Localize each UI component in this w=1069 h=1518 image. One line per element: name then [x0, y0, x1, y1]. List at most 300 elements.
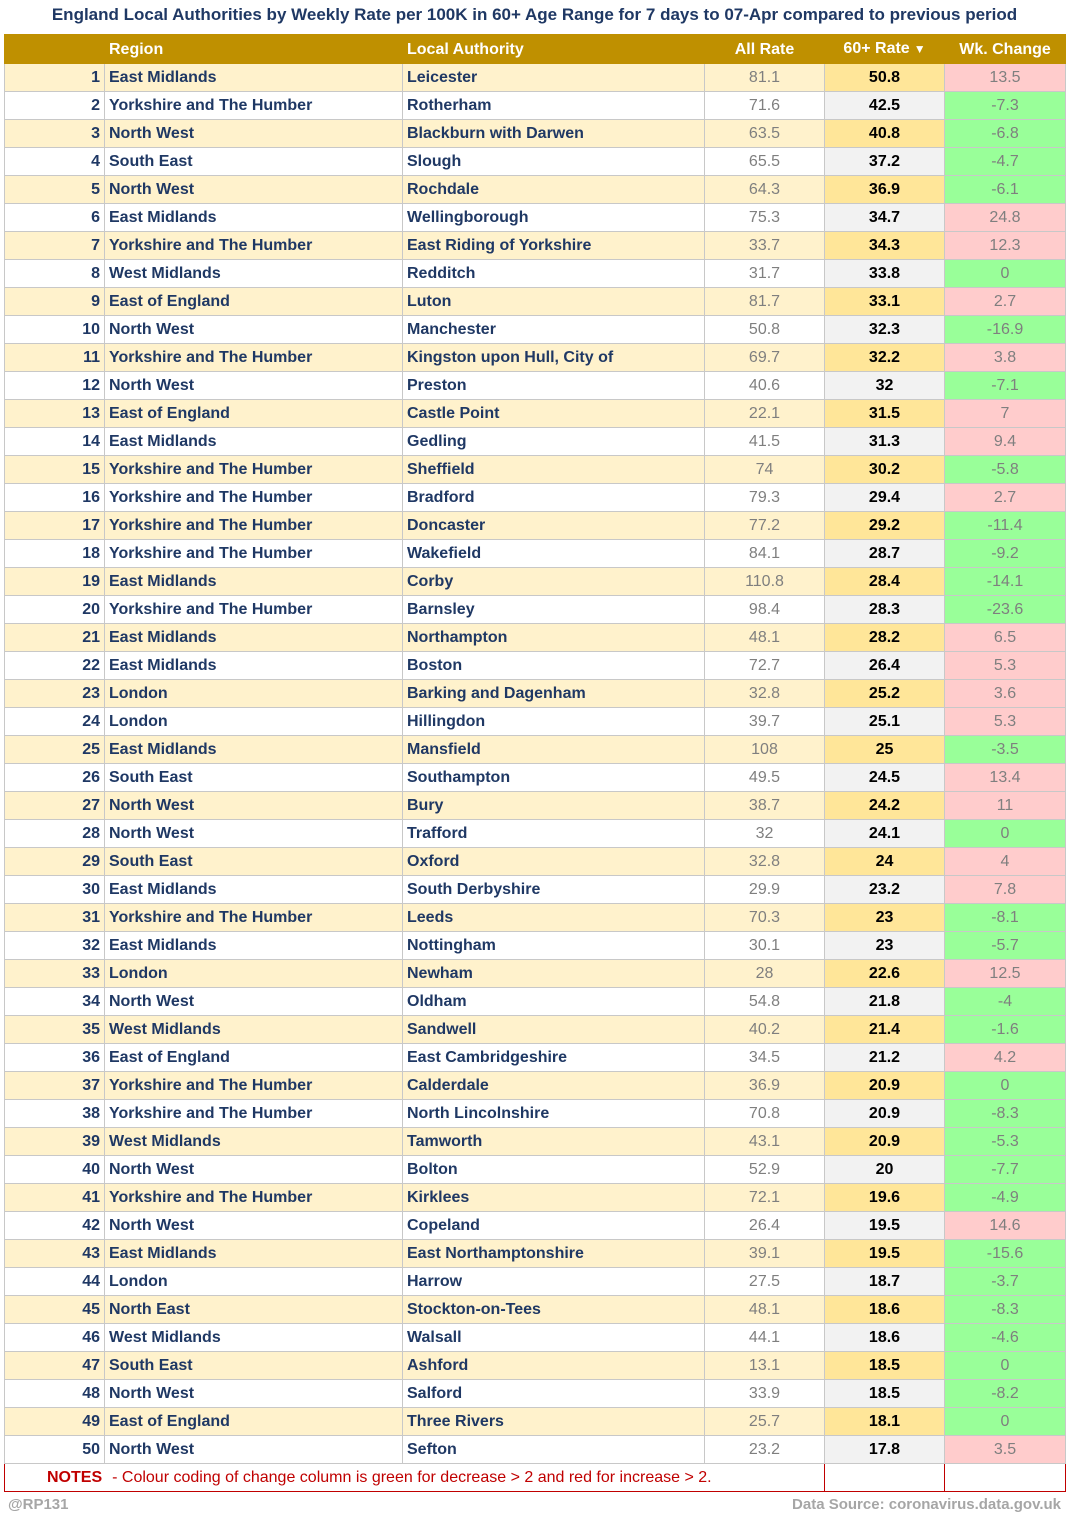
table-row: [5, 372, 1066, 400]
local-authority-cell: Kirklees: [403, 1184, 705, 1212]
region-cell: South East: [105, 764, 403, 792]
all-rate-cell: 36.9: [705, 1072, 825, 1100]
region-cell: East Midlands: [105, 64, 403, 92]
table-row: [5, 512, 1066, 540]
region-cell: Yorkshire and The Humber: [105, 512, 403, 540]
local-authority-cell: Blackburn with Darwen: [403, 120, 705, 148]
local-authority-cell: Corby: [403, 568, 705, 596]
wk-change-cell: -16.9: [945, 316, 1066, 344]
rank-cell: 22: [5, 652, 105, 680]
all-rate-cell: 43.1: [705, 1128, 825, 1156]
rate-60-cell: 21.2: [825, 1044, 945, 1072]
region-cell: Yorkshire and The Humber: [105, 344, 403, 372]
local-authority-cell: Ashford: [403, 1352, 705, 1380]
table-row: [5, 1324, 1066, 1352]
rank-cell: 1: [5, 64, 105, 92]
local-authority-cell: Preston: [403, 372, 705, 400]
wk-change-cell: 0: [945, 1408, 1066, 1436]
table-row: [5, 288, 1066, 316]
page-title: England Local Authorities by Weekly Rate per 100K in 60+ Age Range for 7 days to 07-Apr compared to previous period: [51, 5, 1018, 24]
local-authority-cell: Luton: [403, 288, 705, 316]
rank-cell: 2: [5, 92, 105, 120]
rank-cell: 47: [5, 1352, 105, 1380]
rank-cell: 33: [5, 960, 105, 988]
rank-cell: 13: [5, 400, 105, 428]
region-cell: North West: [105, 1156, 403, 1184]
all-rate-cell: 13.1: [705, 1352, 825, 1380]
all-rate-cell: 108: [705, 736, 825, 764]
all-rate-cell: 49.5: [705, 764, 825, 792]
all-rate-cell: 32: [705, 820, 825, 848]
local-authority-cell: Mansfield: [403, 736, 705, 764]
local-authority-cell: Leicester: [403, 64, 705, 92]
table-row: [5, 232, 1066, 260]
rate-60-cell: 18.5: [825, 1352, 945, 1380]
rate-60-cell: 34.3: [825, 232, 945, 260]
rate-60-cell: 18.1: [825, 1408, 945, 1436]
wk-change-cell: 0: [945, 820, 1066, 848]
rank-cell: 36: [5, 1044, 105, 1072]
region-cell: East Midlands: [105, 204, 403, 232]
all-rate-cell: 65.5: [705, 148, 825, 176]
region-cell: East of England: [105, 288, 403, 316]
region-cell: North West: [105, 820, 403, 848]
notes-text: - Colour coding of change column is green for decrease > 2 and red for increase > 2.: [112, 1469, 712, 1486]
wk-change-cell: 7: [945, 400, 1066, 428]
header-rank: [5, 35, 105, 64]
local-authority-cell: North Lincolnshire: [403, 1100, 705, 1128]
wk-change-cell: -3.5: [945, 736, 1066, 764]
rank-cell: 20: [5, 596, 105, 624]
region-cell: Yorkshire and The Humber: [105, 92, 403, 120]
table-row: [5, 92, 1066, 120]
local-authority-cell: Tamworth: [403, 1128, 705, 1156]
wk-change-cell: 0: [945, 1352, 1066, 1380]
all-rate-cell: 38.7: [705, 792, 825, 820]
rank-cell: 32: [5, 932, 105, 960]
wk-change-cell: 3.8: [945, 344, 1066, 372]
local-authority-cell: Newham: [403, 960, 705, 988]
region-cell: North West: [105, 176, 403, 204]
wk-change-cell: 4: [945, 848, 1066, 876]
rate-60-cell: 23: [825, 932, 945, 960]
rank-cell: 39: [5, 1128, 105, 1156]
rank-cell: 6: [5, 204, 105, 232]
region-cell: East Midlands: [105, 736, 403, 764]
region-cell: London: [105, 680, 403, 708]
region-cell: East Midlands: [105, 1240, 403, 1268]
wk-change-cell: -4.9: [945, 1184, 1066, 1212]
region-cell: East of England: [105, 1044, 403, 1072]
table-row: [5, 456, 1066, 484]
wk-change-cell: 13.4: [945, 764, 1066, 792]
local-authority-cell: Leeds: [403, 904, 705, 932]
table-row: [5, 1408, 1066, 1436]
all-rate-cell: 48.1: [705, 624, 825, 652]
all-rate-cell: 33.7: [705, 232, 825, 260]
rank-cell: 8: [5, 260, 105, 288]
region-cell: West Midlands: [105, 1324, 403, 1352]
all-rate-cell: 40.6: [705, 372, 825, 400]
all-rate-cell: 34.5: [705, 1044, 825, 1072]
rank-cell: 35: [5, 1016, 105, 1044]
local-authority-cell: Oxford: [403, 848, 705, 876]
wk-change-cell: 2.7: [945, 484, 1066, 512]
table-row: [5, 400, 1066, 428]
region-cell: East Midlands: [105, 624, 403, 652]
rank-cell: 46: [5, 1324, 105, 1352]
rank-cell: 3: [5, 120, 105, 148]
rate-60-cell: 25: [825, 736, 945, 764]
rate-60-cell: 36.9: [825, 176, 945, 204]
rank-cell: 43: [5, 1240, 105, 1268]
table-row: [5, 1268, 1066, 1296]
all-rate-cell: 54.8: [705, 988, 825, 1016]
rank-cell: 41: [5, 1184, 105, 1212]
local-authority-cell: Southampton: [403, 764, 705, 792]
rate-60-cell: 28.2: [825, 624, 945, 652]
rate-60-cell: 23: [825, 904, 945, 932]
table-row: [5, 1436, 1066, 1464]
rate-60-cell: 18.5: [825, 1380, 945, 1408]
rate-60-cell: 31.5: [825, 400, 945, 428]
local-authority-cell: Walsall: [403, 1324, 705, 1352]
notes-row: [5, 1464, 1066, 1492]
table-row: [5, 260, 1066, 288]
author-handle: @RP131: [8, 1496, 69, 1513]
local-authority-cell: Sheffield: [403, 456, 705, 484]
table-row: [5, 624, 1066, 652]
all-rate-cell: 25.7: [705, 1408, 825, 1436]
region-cell: North West: [105, 372, 403, 400]
table-row: [5, 1352, 1066, 1380]
rank-cell: 7: [5, 232, 105, 260]
all-rate-cell: 40.2: [705, 1016, 825, 1044]
region-cell: Yorkshire and The Humber: [105, 1184, 403, 1212]
region-cell: North West: [105, 988, 403, 1016]
rank-cell: 42: [5, 1212, 105, 1240]
region-cell: South East: [105, 148, 403, 176]
rank-cell: 4: [5, 148, 105, 176]
rate-60-cell: 24.5: [825, 764, 945, 792]
region-cell: South East: [105, 848, 403, 876]
wk-change-cell: -7.3: [945, 92, 1066, 120]
rank-cell: 31: [5, 904, 105, 932]
wk-change-cell: -9.2: [945, 540, 1066, 568]
local-authority-cell: Salford: [403, 1380, 705, 1408]
table-row: [5, 1184, 1066, 1212]
header-local-authority[interactable]: Local Authority: [403, 35, 705, 64]
local-authority-cell: East Cambridgeshire: [403, 1044, 705, 1072]
table-row: [5, 120, 1066, 148]
table-row: [5, 1128, 1066, 1156]
region-cell: East Midlands: [105, 652, 403, 680]
rank-cell: 38: [5, 1100, 105, 1128]
all-rate-cell: 69.7: [705, 344, 825, 372]
local-authority-cell: Copeland: [403, 1212, 705, 1240]
rate-60-cell: 28.4: [825, 568, 945, 596]
rate-60-cell: 20: [825, 1156, 945, 1184]
all-rate-cell: 77.2: [705, 512, 825, 540]
table-row: [5, 708, 1066, 736]
local-authority-cell: Nottingham: [403, 932, 705, 960]
rank-cell: 27: [5, 792, 105, 820]
all-rate-cell: 72.1: [705, 1184, 825, 1212]
rate-60-cell: 17.8: [825, 1436, 945, 1464]
local-authority-cell: East Riding of Yorkshire: [403, 232, 705, 260]
local-authority-cell: Harrow: [403, 1268, 705, 1296]
local-authority-cell: Sefton: [403, 1436, 705, 1464]
all-rate-cell: 26.4: [705, 1212, 825, 1240]
wk-change-cell: -23.6: [945, 596, 1066, 624]
sort-descending-icon[interactable]: ▼: [913, 42, 926, 56]
all-rate-cell: 32.8: [705, 680, 825, 708]
region-cell: East of England: [105, 400, 403, 428]
rate-60-cell: 32.2: [825, 344, 945, 372]
table-row: [5, 64, 1066, 92]
all-rate-cell: 32.8: [705, 848, 825, 876]
wk-change-cell: 7.8: [945, 876, 1066, 904]
rank-cell: 21: [5, 624, 105, 652]
wk-change-cell: -5.7: [945, 932, 1066, 960]
all-rate-cell: 81.7: [705, 288, 825, 316]
region-cell: Yorkshire and The Humber: [105, 456, 403, 484]
header-wk-change[interactable]: Wk. Change: [945, 35, 1066, 64]
rate-60-cell: 32: [825, 372, 945, 400]
table-row: [5, 316, 1066, 344]
table-row: [5, 736, 1066, 764]
region-cell: South East: [105, 1352, 403, 1380]
all-rate-cell: 27.5: [705, 1268, 825, 1296]
table-row: [5, 344, 1066, 372]
region-cell: North West: [105, 1436, 403, 1464]
rate-60-cell: 24.2: [825, 792, 945, 820]
all-rate-cell: 52.9: [705, 1156, 825, 1184]
wk-change-cell: -5.3: [945, 1128, 1066, 1156]
wk-change-cell: -6.1: [945, 176, 1066, 204]
all-rate-cell: 23.2: [705, 1436, 825, 1464]
table-row: [5, 1380, 1066, 1408]
wk-change-cell: 2.7: [945, 288, 1066, 316]
region-cell: North West: [105, 1212, 403, 1240]
region-cell: Yorkshire and The Humber: [105, 1100, 403, 1128]
rank-cell: 26: [5, 764, 105, 792]
local-authority-cell: Trafford: [403, 820, 705, 848]
rate-60-cell: 21.4: [825, 1016, 945, 1044]
table-row: [5, 960, 1066, 988]
region-cell: London: [105, 708, 403, 736]
wk-change-cell: 13.5: [945, 64, 1066, 92]
all-rate-cell: 31.7: [705, 260, 825, 288]
table-row: [5, 820, 1066, 848]
rate-60-cell: 21.8: [825, 988, 945, 1016]
notes-empty-cell: [945, 1464, 1066, 1492]
table-row: [5, 176, 1066, 204]
rate-60-cell: 25.1: [825, 708, 945, 736]
all-rate-cell: 75.3: [705, 204, 825, 232]
table-row: [5, 848, 1066, 876]
all-rate-cell: 70.8: [705, 1100, 825, 1128]
all-rate-cell: 50.8: [705, 316, 825, 344]
rate-60-cell: 33.8: [825, 260, 945, 288]
local-authority-cell: Boston: [403, 652, 705, 680]
local-authority-cell: Stockton-on-Tees: [403, 1296, 705, 1324]
all-rate-cell: 84.1: [705, 540, 825, 568]
rate-60-cell: 26.4: [825, 652, 945, 680]
local-authority-cell: Oldham: [403, 988, 705, 1016]
wk-change-cell: -5.8: [945, 456, 1066, 484]
all-rate-cell: 71.6: [705, 92, 825, 120]
wk-change-cell: 3.6: [945, 680, 1066, 708]
wk-change-cell: -7.7: [945, 1156, 1066, 1184]
table-row: [5, 1072, 1066, 1100]
local-authority-cell: Rochdale: [403, 176, 705, 204]
table-row: [5, 1296, 1066, 1324]
rate-60-cell: 20.9: [825, 1072, 945, 1100]
data-source: Data Source: coronavirus.data.gov.uk: [792, 1496, 1061, 1513]
table-row: [5, 568, 1066, 596]
local-authority-cell: Hillingdon: [403, 708, 705, 736]
all-rate-cell: 33.9: [705, 1380, 825, 1408]
all-rate-cell: 30.1: [705, 932, 825, 960]
local-authority-cell: Bolton: [403, 1156, 705, 1184]
table-row: [5, 204, 1066, 232]
table-body: [5, 64, 1066, 1464]
region-cell: West Midlands: [105, 1128, 403, 1156]
local-authority-cell: Sandwell: [403, 1016, 705, 1044]
rates-table: [4, 34, 1066, 1492]
rate-60-cell: 50.8: [825, 64, 945, 92]
table-row: [5, 1100, 1066, 1128]
wk-change-cell: -8.1: [945, 904, 1066, 932]
local-authority-cell: Kingston upon Hull, City of: [403, 344, 705, 372]
local-authority-cell: East Northamptonshire: [403, 1240, 705, 1268]
local-authority-cell: Manchester: [403, 316, 705, 344]
table-row: [5, 1156, 1066, 1184]
local-authority-cell: Northampton: [403, 624, 705, 652]
rank-cell: 12: [5, 372, 105, 400]
table-row: [5, 428, 1066, 456]
all-rate-cell: 48.1: [705, 1296, 825, 1324]
wk-change-cell: 14.6: [945, 1212, 1066, 1240]
local-authority-cell: Gedling: [403, 428, 705, 456]
header-all-rate[interactable]: All Rate: [705, 35, 825, 64]
wk-change-cell: 0: [945, 260, 1066, 288]
rank-cell: 49: [5, 1408, 105, 1436]
table-row: [5, 540, 1066, 568]
all-rate-cell: 28: [705, 960, 825, 988]
rate-60-cell: 29.2: [825, 512, 945, 540]
local-authority-cell: Rotherham: [403, 92, 705, 120]
rate-60-cell: 34.7: [825, 204, 945, 232]
rate-60-cell: 20.9: [825, 1100, 945, 1128]
wk-change-cell: -6.8: [945, 120, 1066, 148]
rate-60-cell: 28.7: [825, 540, 945, 568]
wk-change-cell: 4.2: [945, 1044, 1066, 1072]
region-cell: Yorkshire and The Humber: [105, 904, 403, 932]
rank-cell: 24: [5, 708, 105, 736]
rate-60-cell: 32.3: [825, 316, 945, 344]
table-row: [5, 1240, 1066, 1268]
rank-cell: 11: [5, 344, 105, 372]
local-authority-cell: Bradford: [403, 484, 705, 512]
local-authority-cell: Doncaster: [403, 512, 705, 540]
region-cell: East Midlands: [105, 932, 403, 960]
wk-change-cell: 0: [945, 1072, 1066, 1100]
table-row: [5, 876, 1066, 904]
region-cell: Yorkshire and The Humber: [105, 232, 403, 260]
local-authority-cell: Wellingborough: [403, 204, 705, 232]
rank-cell: 15: [5, 456, 105, 484]
rate-60-cell: 19.6: [825, 1184, 945, 1212]
local-authority-cell: Barking and Dagenham: [403, 680, 705, 708]
table-row: [5, 988, 1066, 1016]
region-cell: Yorkshire and The Humber: [105, 540, 403, 568]
notes-label: NOTES: [47, 1469, 103, 1486]
rate-60-cell: 22.6: [825, 960, 945, 988]
table-row: [5, 484, 1066, 512]
local-authority-cell: South Derbyshire: [403, 876, 705, 904]
region-cell: North East: [105, 1296, 403, 1324]
rank-cell: 44: [5, 1268, 105, 1296]
table-row: [5, 764, 1066, 792]
rate-60-cell: 30.2: [825, 456, 945, 484]
rate-60-cell: 20.9: [825, 1128, 945, 1156]
wk-change-cell: -4.7: [945, 148, 1066, 176]
local-authority-cell: Calderdale: [403, 1072, 705, 1100]
region-cell: North West: [105, 792, 403, 820]
region-cell: East Midlands: [105, 876, 403, 904]
wk-change-cell: -7.1: [945, 372, 1066, 400]
region-cell: West Midlands: [105, 260, 403, 288]
rank-cell: 48: [5, 1380, 105, 1408]
wk-change-cell: 12.3: [945, 232, 1066, 260]
wk-change-cell: 12.5: [945, 960, 1066, 988]
wk-change-cell: 6.5: [945, 624, 1066, 652]
region-cell: Yorkshire and The Humber: [105, 484, 403, 512]
rank-cell: 16: [5, 484, 105, 512]
wk-change-cell: -4: [945, 988, 1066, 1016]
rate-60-cell: 42.5: [825, 92, 945, 120]
all-rate-cell: 98.4: [705, 596, 825, 624]
table-row: [5, 596, 1066, 624]
all-rate-cell: 110.8: [705, 568, 825, 596]
region-cell: East Midlands: [105, 568, 403, 596]
all-rate-cell: 81.1: [705, 64, 825, 92]
table-row: [5, 932, 1066, 960]
notes-cell: [5, 1464, 825, 1492]
wk-change-cell: -8.3: [945, 1296, 1066, 1324]
rate-60-cell: 24: [825, 848, 945, 876]
header-60-rate[interactable]: [825, 35, 945, 64]
all-rate-cell: 44.1: [705, 1324, 825, 1352]
header-region[interactable]: Region: [105, 35, 403, 64]
notes-empty-cell: [825, 1464, 945, 1492]
rate-60-cell: 19.5: [825, 1240, 945, 1268]
wk-change-cell: -3.7: [945, 1268, 1066, 1296]
table-row: [5, 1044, 1066, 1072]
local-authority-cell: Bury: [403, 792, 705, 820]
wk-change-cell: -8.3: [945, 1100, 1066, 1128]
rate-60-cell: 29.4: [825, 484, 945, 512]
rank-cell: 19: [5, 568, 105, 596]
region-cell: East of England: [105, 1408, 403, 1436]
rate-60-cell: 18.6: [825, 1324, 945, 1352]
region-cell: North West: [105, 120, 403, 148]
region-cell: North West: [105, 1380, 403, 1408]
region-cell: Yorkshire and The Humber: [105, 1072, 403, 1100]
rank-cell: 9: [5, 288, 105, 316]
